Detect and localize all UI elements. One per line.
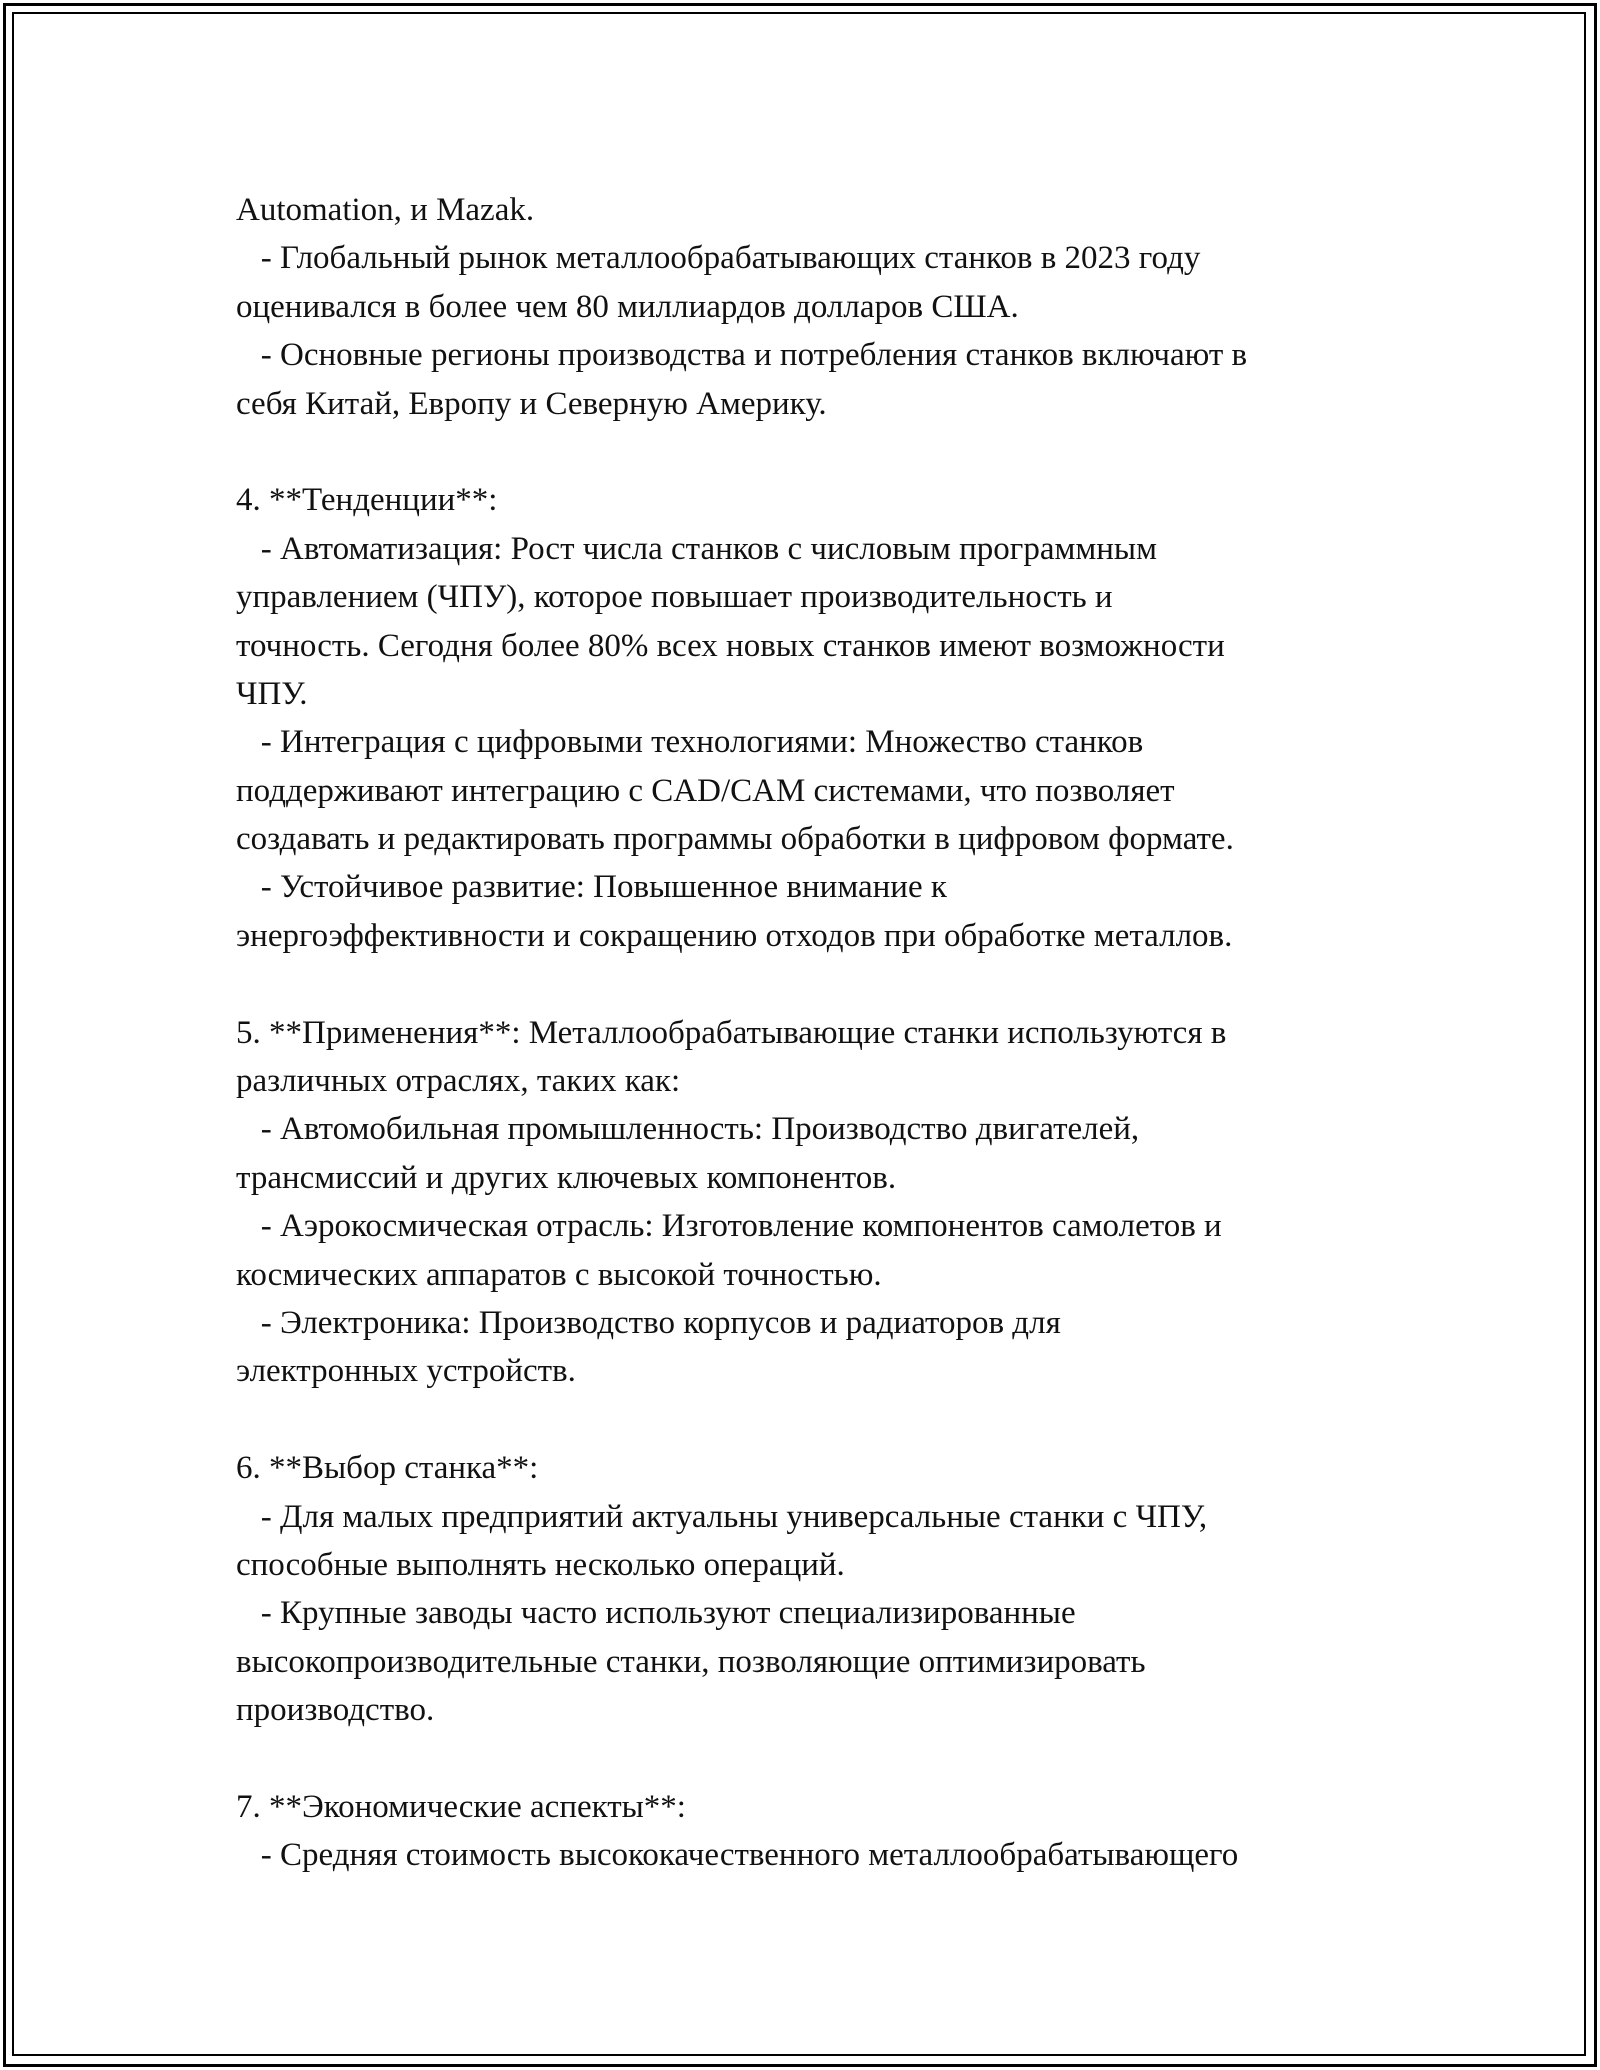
text-line: себя Китай, Европу и Северную Америку.: [236, 385, 827, 422]
blank-line: [236, 960, 1396, 1008]
blank-line: [236, 428, 1396, 476]
text-line: энергоэффективности и сокращению отходов при обработке металлов.: [236, 917, 1233, 954]
text-line: - Автоматизация: Рост числа станков с числовым программным: [236, 530, 1157, 567]
text-line: - Интеграция с цифровыми технологиями: Множество станков: [236, 724, 1144, 761]
text-line: способные выполнять несколько операций.: [236, 1546, 845, 1583]
text-line: - Крупные заводы часто используют специализированные: [236, 1595, 1076, 1632]
text-line: - Для малых предприятий актуальны универсальные станки с ЧПУ,: [236, 1498, 1208, 1535]
text-line: - Основные регионы производства и потребления станков включают в: [236, 337, 1248, 374]
text-line: точность. Сегодня более 80% всех новых станков имеют возможности: [236, 627, 1225, 664]
blank-line: [236, 1396, 1396, 1444]
text-line: - Устойчивое развитие: Повышенное внимание к: [236, 869, 947, 906]
text-line: - Электроника: Производство корпусов и радиаторов для: [236, 1304, 1061, 1341]
text-line: высокопроизводительные станки, позволяющие оптимизировать: [236, 1643, 1146, 1680]
text-line: оценивался в более чем 80 миллиардов долларов США.: [236, 288, 1019, 325]
text-line: управлением (ЧПУ), которое повышает производительность и: [236, 579, 1113, 616]
section-heading: 7. **Экономические аспекты**:: [236, 1788, 686, 1825]
text-line: - Средняя стоимость высококачественного металлообрабатывающего: [236, 1837, 1239, 1874]
blank-line: [236, 1735, 1396, 1783]
section-heading: 5. **Применения**: Металлообрабатывающие станки используются в: [236, 1014, 1227, 1051]
text-line: космических аппаратов с высокой точностью.: [236, 1256, 882, 1293]
text-line: поддерживают интеграцию с CAD/CAM системами, что позволяет: [236, 772, 1175, 809]
text-line: трансмиссий и других ключевых компонентов.: [236, 1159, 897, 1196]
text-line: Automation, и Mazak.: [236, 192, 535, 228]
text-line: электронных устройств.: [236, 1353, 576, 1390]
text-line: - Автомобильная промышленность: Производство двигателей,: [236, 1111, 1140, 1148]
document-body: [236, 186, 1396, 1880]
text-line: ЧПУ.: [236, 675, 308, 712]
text-line: производство.: [236, 1692, 435, 1729]
text-line: создавать и редактировать программы обработки в цифровом формате.: [236, 821, 1234, 858]
section-heading: 6. **Выбор станка**:: [236, 1450, 539, 1487]
text-line: различных отраслях, таких как:: [236, 1063, 681, 1100]
text-line: - Аэрокосмическая отрасль: Изготовление компонентов самолетов и: [236, 1208, 1222, 1245]
section-heading: 4. **Тенденции**:: [236, 482, 498, 519]
text-line: - Глобальный рынок металлообрабатывающих станков в 2023 году: [236, 240, 1201, 277]
